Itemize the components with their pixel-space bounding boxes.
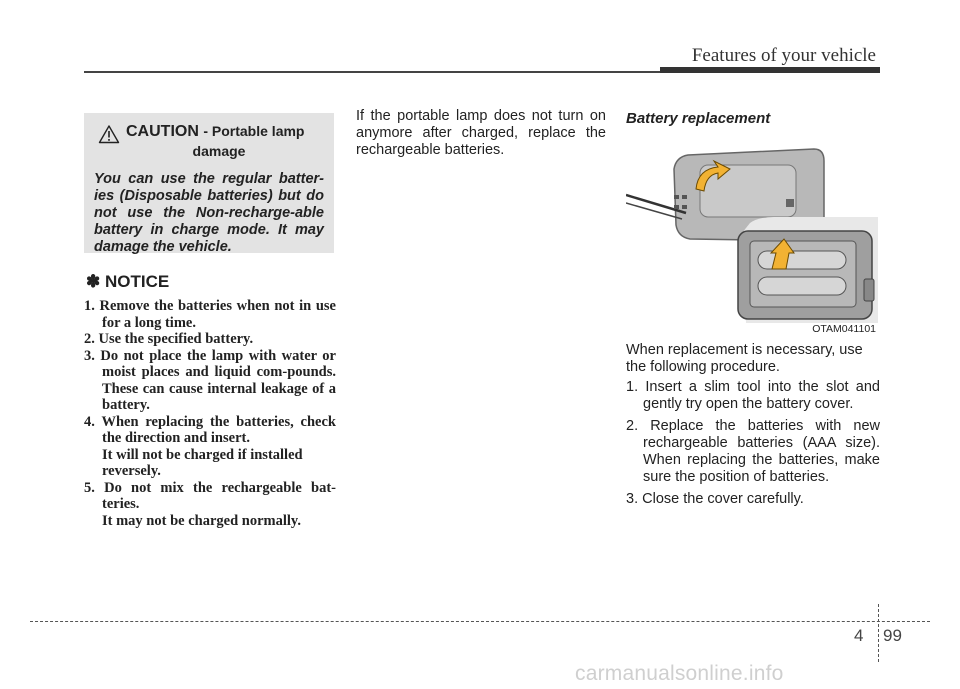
notice-item-text: 4. When replacing the batteries, check the direction and insert. bbox=[84, 413, 336, 446]
header-rule-accent bbox=[660, 67, 880, 73]
notice-item-text: 3. Do not place the lamp with water or moist places and liquid com-pounds. These can cause internal leakage of a battery. bbox=[84, 347, 336, 413]
replacement-note: If the portable lamp does not turn on anymore after charged, replace the rechargeable batteries. bbox=[356, 108, 606, 158]
battery-replacement-figure bbox=[626, 139, 878, 335]
notice-list bbox=[84, 298, 336, 529]
notice-item-text: 2. Use the specified battery. bbox=[84, 331, 254, 347]
page-header-title: Features of your vehicle bbox=[691, 45, 876, 66]
notice-item-text: 5. Do not mix the rechargeable bat-teries. bbox=[84, 479, 336, 512]
caution-label: CAUTION bbox=[126, 123, 199, 140]
battery-replacement-heading: Battery replacement bbox=[626, 110, 771, 127]
notice-item bbox=[84, 331, 336, 348]
notice-item bbox=[84, 414, 336, 480]
warning-triangle-icon bbox=[98, 124, 120, 144]
portable-lamp-illustration bbox=[626, 139, 878, 323]
battery-steps bbox=[626, 379, 880, 513]
step-item: 1. Insert a slim tool into the slot and gently try open the battery cover. bbox=[626, 379, 880, 412]
step-item: 2. Replace the batteries with new rechargeable batteries (AAA size). When replacing the batteries, make sure the position of batteries. bbox=[626, 418, 880, 485]
page-number: 99 bbox=[883, 626, 902, 645]
notice-item bbox=[84, 480, 336, 530]
caution-box bbox=[84, 113, 334, 253]
notice-star-icon: ✽ bbox=[86, 272, 105, 291]
notice-item bbox=[84, 298, 336, 331]
notice-item-detail: It will not be charged if installed reversely. bbox=[102, 446, 303, 479]
notice-item-detail: It may not be charged normally. bbox=[102, 512, 301, 529]
caution-subtitle-continued: damage bbox=[192, 143, 246, 159]
step-item: 3. Close the cover carefully. bbox=[626, 491, 804, 507]
notice-title-text: NOTICE bbox=[104, 272, 170, 291]
notice-title bbox=[86, 272, 169, 292]
notice-item bbox=[84, 348, 336, 414]
chapter-number: 4 bbox=[854, 626, 864, 645]
footer-rule bbox=[30, 621, 930, 622]
watermark-text: carmanualsonline.info bbox=[575, 662, 784, 685]
caution-heading bbox=[94, 123, 324, 144]
notice-item-text: 1. Remove the batteries when not in use for a long time. bbox=[84, 298, 336, 331]
caution-subtitle: - Portable lamp bbox=[203, 123, 305, 139]
caution-text: You can use the regular batter-ies (Disposable batteries) but do not use the Non-recharge-able battery in charge mode. It may damage the vehicle. bbox=[94, 171, 324, 255]
figure-code: OTAM041101 bbox=[812, 323, 876, 335]
battery-intro: When replacement is necessary, use the following procedure. bbox=[626, 342, 863, 375]
page-number-separator bbox=[878, 604, 879, 662]
